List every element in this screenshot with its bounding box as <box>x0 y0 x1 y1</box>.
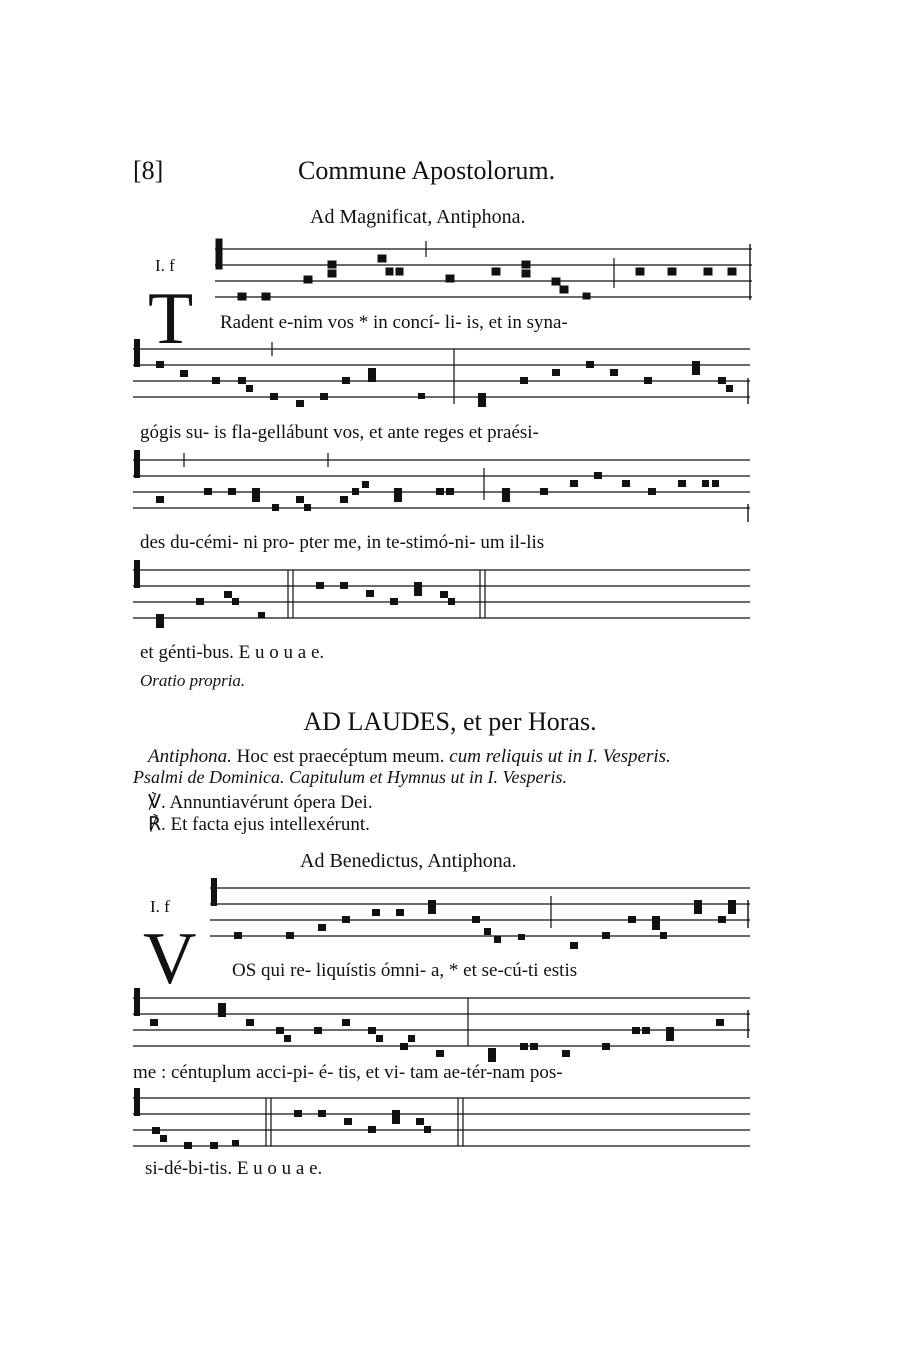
chant2-lyric-line-2: me : céntuplum acci-pi- é- tis, et vi- tam ae-tér-nam pos- <box>133 1062 563 1083</box>
rubric-reference: cum reliquis ut in I. Vesperis. <box>449 746 671 767</box>
versicle-text: Annuntiavérunt ópera Dei. <box>165 792 373 813</box>
chant2-lyric-line-3: si-dé-bi-tis. E u o u a e. <box>145 1158 323 1179</box>
neume <box>232 1140 239 1146</box>
neume <box>424 1126 431 1133</box>
neume <box>392 1110 400 1124</box>
response-symbol: ℟. <box>148 814 166 835</box>
neume <box>184 1142 192 1149</box>
rubric-antiphon-incipit: Hoc est praecéptum meum. <box>231 746 450 767</box>
chant2-initial: V <box>143 918 197 1000</box>
chant1-mode: I. f <box>155 256 175 275</box>
neume <box>210 1142 218 1149</box>
neume <box>152 1127 160 1134</box>
clef <box>134 1088 140 1116</box>
chant2-mode: I. f <box>150 897 170 916</box>
neume <box>344 1118 352 1125</box>
laudes-heading: AD LAUDES, et per Horas. <box>303 707 597 736</box>
neume <box>368 1126 376 1133</box>
neume <box>160 1135 167 1142</box>
chant1-lyric-line-4: et génti-bus. E u o u a e. <box>140 642 325 663</box>
page-number: [8] <box>133 156 164 185</box>
benedictus-section-title: Ad Benedictus, Antiphona. <box>300 850 517 872</box>
chant1-lyric-line-3: des du-cémi- ni pro- pter me, in te-stimó-ni- um il-lis <box>140 532 545 553</box>
response-text: Et facta ejus intellexérunt. <box>165 814 370 835</box>
versicle-symbol: ℣. <box>148 792 166 813</box>
oratio-rubric: Oratio propria. <box>140 671 246 690</box>
neume <box>416 1118 424 1125</box>
chant1-lyric-line-1: Radent e-nim vos * in concí- li- is, et in syna- <box>220 312 568 333</box>
chant1-initial: T <box>148 278 194 360</box>
chant2-lyric-line-1: OS qui re- liquístis ómni- a, * et se-cú-ti estis <box>232 960 578 981</box>
neume <box>294 1110 302 1117</box>
running-title: Commune Apostolorum. <box>298 156 556 185</box>
magnificat-section-title: Ad Magnificat, Antiphona. <box>310 206 526 228</box>
laudes-rubric-line-2: Psalmi de Dominica. Capitulum et Hymnus ut in I. Vesperis. <box>133 767 567 787</box>
neume <box>318 1110 326 1117</box>
rubric-antiphona-label: Antiphona. <box>148 746 232 767</box>
chant1-lyric-line-2: gógis su- is fla-gellábunt vos, et ante reges et praési- <box>140 422 539 443</box>
